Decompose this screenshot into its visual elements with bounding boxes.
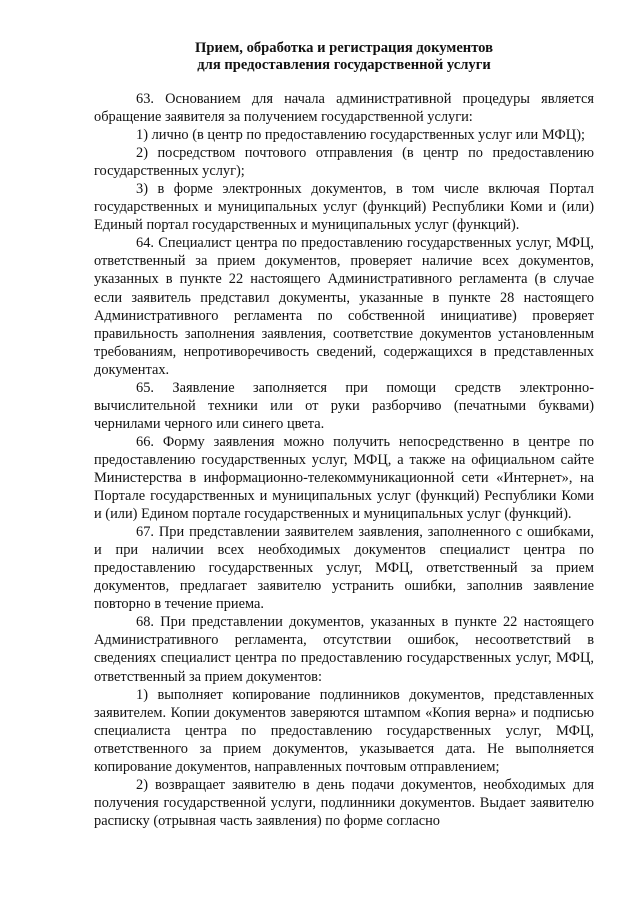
paragraph-66: 66. Форму заявления можно получить непосредственно в центре по предоставлению государственных услуг, МФЦ, а также на официальном сайте Министерства в информационно-телекоммуникационной сети «Интернет», на Портале государственных и муниципальных услуг (функций) Республики Коми и (или) Едином портале государственных и муниципальных услуг (функций).	[94, 433, 594, 523]
paragraph-68-item-1: 1) выполняет копирование подлинников документов, представленных заявителем. Копии документов заверяются штампом «Копия верна» и подписью специалиста центра по предоставлению государственных услуг, МФЦ, ответственного за прием документов, указывается дата. Не выполняется копирование документов, направленных почтовым отправлением;	[94, 686, 594, 775]
paragraph-68: 68. При представлении документов, указанных в пункте 22 настоящего Административного регламента, отсутствии ошибок, несоответствий в сведениях специалист центра по предоставлению государственных услуг, МФЦ, ответственный за прием документов:	[94, 614, 594, 685]
section-title	[94, 40, 594, 74]
paragraph-67: 67. При представлении заявителем заявления, заполненного с ошибками, и при наличии всех необходимых документов специалист центра по предоставлению государственных услуг, МФЦ, ответственный за прием документов, предлагает заявителю устранить ошибки, заполнив заявление повторно в течение приема.	[94, 524, 594, 613]
document-body	[94, 90, 594, 830]
section-title-line-1: Прием, обработка и регистрация документов	[195, 40, 493, 56]
section-title-line-2: для предоставления государственной услуги	[197, 57, 491, 73]
paragraph-63-item-2: 2) посредством почтового отправления (в центр по предоставлению государственных услуг);	[94, 145, 594, 180]
paragraph-63-item-3: 3) в форме электронных документов, в том числе включая Портал государственных и муниципальных услуг (функций) Республики Коми и (или) Единый портал государственных и муниципальных услуг (функций).	[94, 181, 594, 234]
paragraph-65: 65. Заявление заполняется при помощи средств электронно-вычислительной техники или от руки разборчиво (печатными буквами) чернилами черного или синего цвета.	[94, 379, 594, 432]
paragraph-63-item-1: 1) лично (в центр по предоставлению государственных услуг или МФЦ);	[136, 127, 585, 144]
paragraph-68-item-2: 2) возвращает заявителю в день подачи документов, необходимых для получения государственной услуги, подлинники документов. Выдает заявителю расписку (отрывная часть заявления) по форме согласно	[94, 776, 594, 829]
paragraph-64: 64. Специалист центра по предоставлению государственных услуг, МФЦ, ответственный за прием документов, проверяет наличие всех документов, указанных в пункте 22 настоящего Административного регламента (в случае если заявитель представил документы, указанные в пункте 28 настоящего Административного регламента по собственной инициативе) проверяет правильность заполнения заявления, соответствие документов установленным требованиям, непротиворечивость сведений, содержащихся в представленных документах.	[94, 235, 594, 378]
paragraph-63: 63. Основанием для начала административной процедуры является обращение заявителя за получением государственной услуги:	[94, 91, 594, 126]
